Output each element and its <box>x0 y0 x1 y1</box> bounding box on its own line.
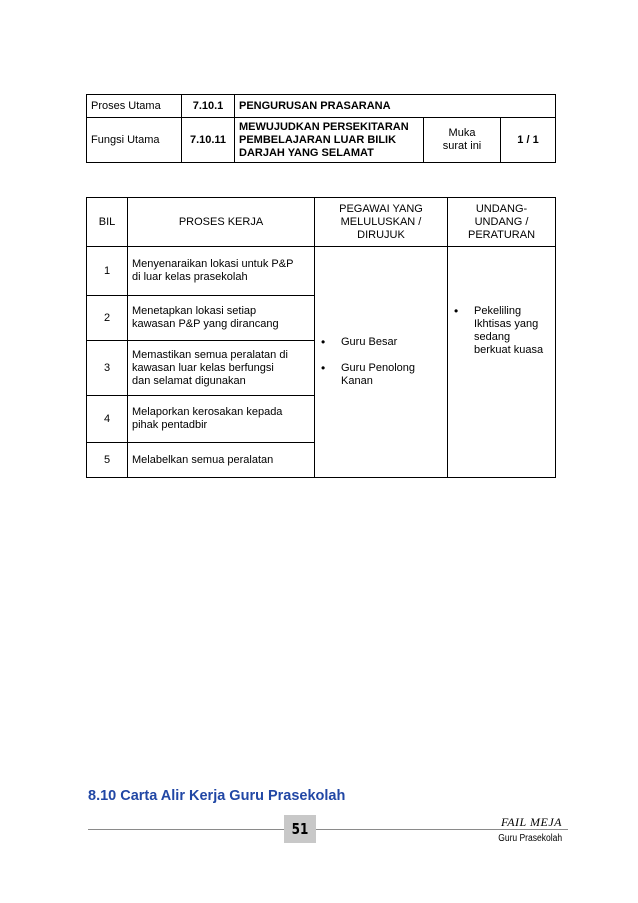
row-number: 5 <box>87 443 128 478</box>
list-item: • Guru Besar <box>319 336 443 349</box>
process-table <box>86 197 556 478</box>
footer-title: FAIL MEJA <box>500 815 562 829</box>
table-row <box>87 247 556 296</box>
header-pegawai: PEGAWAI YANG MELULUSKAN / DIRUJUK <box>315 198 448 247</box>
header-bil: BIL <box>87 198 128 247</box>
title-fungsi-utama: MEWUJUDKAN PERSEKITARAN PEMBELAJARAN LUAR BILIK DARJAH YANG SELAMAT <box>235 118 424 163</box>
header-proses-kerja: PROSES KERJA <box>128 198 315 247</box>
header-table <box>86 94 556 163</box>
process-table-header <box>87 198 556 247</box>
code-fungsi-utama: 7.10.11 <box>182 118 235 163</box>
footer-divider <box>88 829 568 830</box>
row-process: Melaporkan kerosakan kepada pihak pentadbir <box>128 396 315 443</box>
title-proses-utama: PENGURUSAN PRASARANA <box>235 95 556 118</box>
label-proses-utama: Proses Utama <box>87 95 182 118</box>
row-number: 4 <box>87 396 128 443</box>
footer-subtitle: Guru Prasekolah <box>498 833 562 844</box>
label-fungsi-utama: Fungsi Utama <box>87 118 182 163</box>
peraturan-cell <box>448 247 556 478</box>
list-item: • Pekeliling Ikhtisas yang sedang berkuat kuasa <box>452 305 551 357</box>
pegawai-list <box>319 336 443 388</box>
row-process: Menetapkan lokasi setiap kawasan P&P yang dirancang <box>128 296 315 341</box>
row-process: Melabelkan semua peralatan <box>128 443 315 478</box>
header-row-fungsi-utama <box>87 118 556 163</box>
list-item: • Guru Penolong Kanan <box>319 362 443 388</box>
code-proses-utama: 7.10.1 <box>182 95 235 118</box>
pegawai-cell <box>315 247 448 478</box>
row-process: Menyenaraikan lokasi untuk P&P di luar kelas prasekolah <box>128 247 315 296</box>
header-undang: UNDANG- UNDANG / PERATURAN <box>448 198 556 247</box>
page-value: 1 / 1 <box>501 118 556 163</box>
row-number: 3 <box>87 341 128 396</box>
page-number: 51 <box>284 815 316 843</box>
row-number: 2 <box>87 296 128 341</box>
row-process: Memastikan semua peralatan di kawasan luar kelas berfungsi dan selamat digunakan <box>128 341 315 396</box>
section-heading: 8.10 Carta Alir Kerja Guru Prasekolah <box>88 788 346 804</box>
header-row-proses-utama <box>87 95 556 118</box>
row-number: 1 <box>87 247 128 296</box>
page-label: Muka surat ini <box>424 118 501 163</box>
peraturan-list <box>452 305 551 357</box>
